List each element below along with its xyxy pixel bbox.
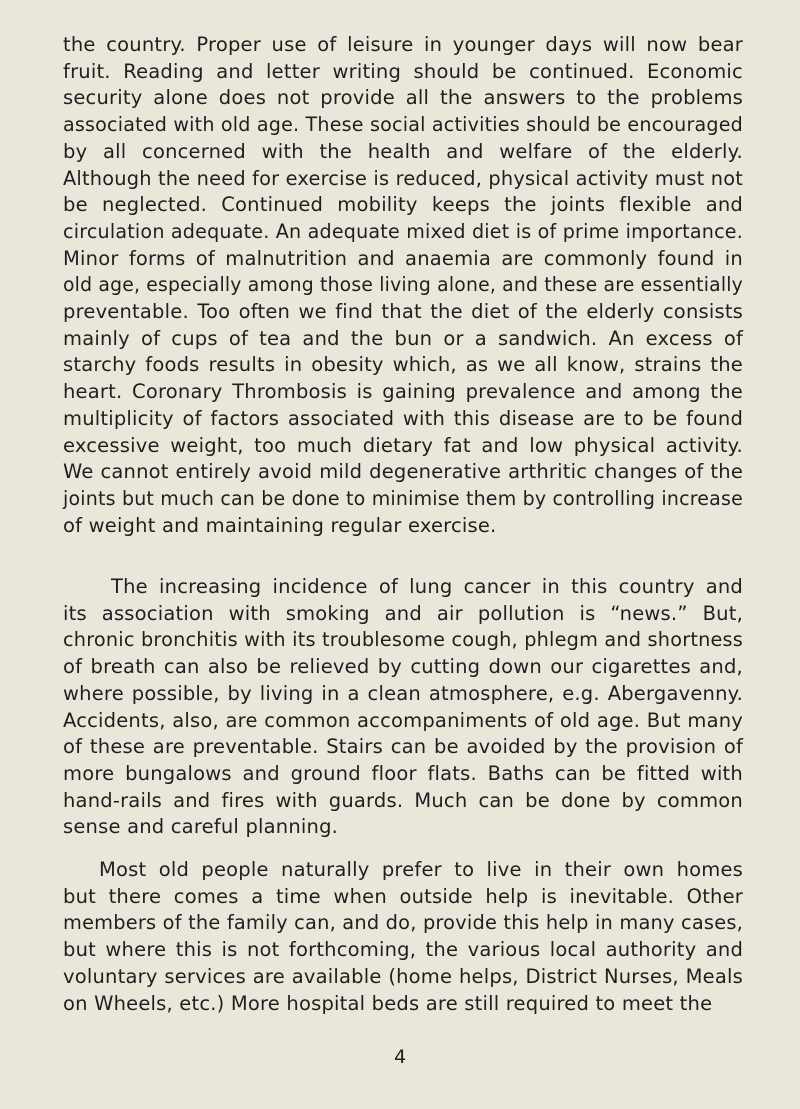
text-line: its association with smoking and air pollution is “news.” But, <box>63 601 743 625</box>
text-line: Minor forms of malnutrition and anaemia are commonly found in <box>63 246 743 270</box>
text-line: the country. Proper use of leisure in younger days will now bear <box>63 33 744 56</box>
text-line: members of the family can, and do, provide this help in many cases, <box>63 911 743 935</box>
text-line: chronic bronchitis with its troublesome cough, phlegm and shortness <box>63 628 744 652</box>
text-line: but where this is not forthcoming, the various local authority and <box>63 938 744 962</box>
text-line: joints but much can be done to minimise them by controlling increase <box>63 486 743 510</box>
text-line: preventable. Too often we find that the diet of the elderly consists <box>63 300 744 323</box>
text-line: circulation adequate. An adequate mixed diet is of prime importance. <box>63 219 743 243</box>
page-number: 4 <box>393 1046 407 1068</box>
text-line: on Wheels, etc.) More hospital beds are still required to meet the <box>63 991 713 1015</box>
text-line: Most old people naturally prefer to live in their own homes <box>99 858 744 881</box>
text-line: The increasing incidence of lung cancer in this country and <box>111 575 744 598</box>
text-line: of weight and maintaining regular exercise. <box>63 513 497 537</box>
text-line: Accidents, also, are common accompaniments of old age. But many <box>63 708 744 732</box>
text-line: be neglected. Continued mobility keeps the joints flexible and <box>63 193 744 217</box>
text-line: fruit. Reading and letter writing should be continued. Economic <box>63 59 743 83</box>
text-line: associated with old age. These social activities should be encouraged <box>63 113 744 137</box>
text-line: heart. Coronary Thrombosis is gaining prevalence and among the <box>63 380 743 404</box>
text-line: but there comes a time when outside help is inevitable. Other <box>63 884 744 908</box>
text-line: Although the need for exercise is reduced, physical activity must not <box>63 166 744 190</box>
text-line: sense and careful planning. <box>63 815 339 839</box>
text-line: of breath can also be relieved by cutting down our cigarettes and, <box>63 655 743 679</box>
text-line: mainly of cups of tea and the bun or a sandwich. An excess of <box>63 326 744 350</box>
text-line: of these are preventable. Stairs can be avoided by the provision of <box>63 735 744 759</box>
text-line: excessive weight, too much dietary fat and low physical activity. <box>63 433 743 457</box>
text-line: multiplicity of factors associated with this disease are to be found <box>63 406 744 430</box>
text-line: We cannot entirely avoid mild degenerative arthritic changes of the <box>63 460 744 484</box>
text-line: starchy foods results in obesity which, as we all know, strains the <box>63 353 743 377</box>
text-line: by all concerned with the health and welfare of the elderly. <box>63 139 743 163</box>
text-line: voluntary services are available (home helps, District Nurses, Meals <box>63 964 743 988</box>
text-line: where possible, by living in a clean atmosphere, e.g. Abergavenny. <box>63 681 744 705</box>
text-line: old age, especially among those living alone, and these are essentially <box>63 273 743 297</box>
text-line: more bungalows and ground floor flats. Baths can be fitted with <box>63 761 743 785</box>
text-line: hand-rails and fires with guards. Much can be done by common <box>63 788 743 812</box>
text-line: security alone does not provide all the answers to the problems <box>63 86 744 110</box>
